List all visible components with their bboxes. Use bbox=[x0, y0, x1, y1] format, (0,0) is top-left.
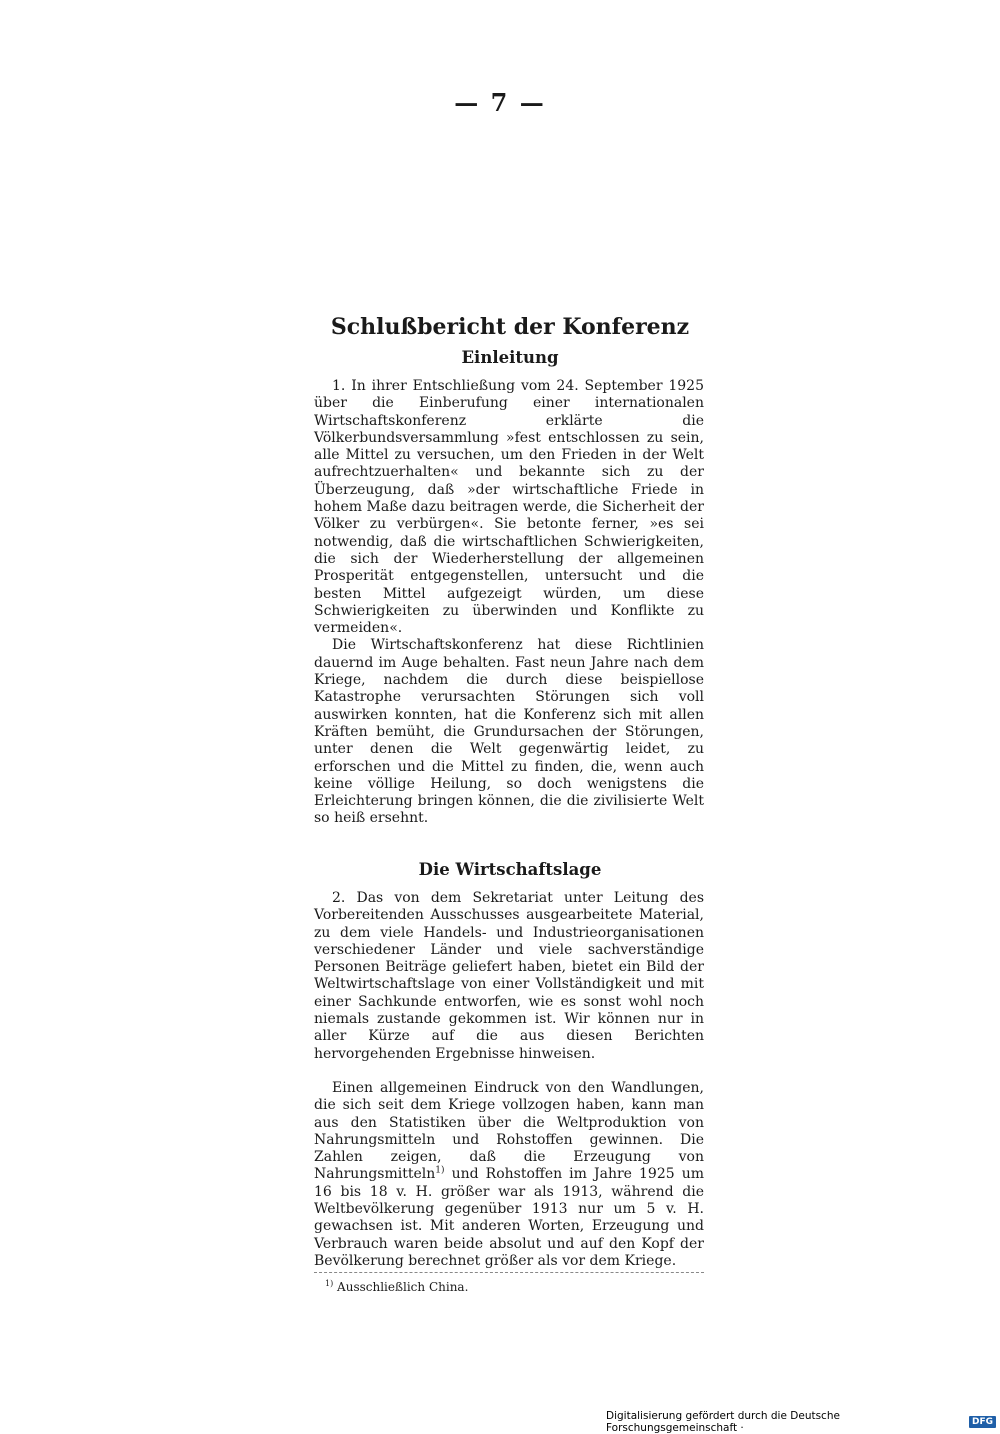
section-body-einleitung bbox=[314, 378, 704, 828]
footnote-marker: 1) bbox=[325, 1279, 334, 1288]
paragraph: 2. Das von dem Sekretariat unter Leitung des Vorbereitenden Ausschusses ausgearbeitete Material, zu dem viele Handels- und Industrieorganisationen verschiedener Länder und viele sachverständige Personen Beiträge geliefert haben, bietet ein Bild der Weltwirtschaftslage von einer Vollständigkeit und mit einer Sachkunde entworfen, wie es sonst wohl noch niemals zustande gekommen ist. Wir können nur in aller Kürze auf die aus diesen Berichten hervorgehenden Ergebnisse hinweisen. bbox=[314, 890, 704, 1062]
paragraph-part: und Rohstoffen im Jahre 1925 um 16 bis 18 v. H. größer war als 1913, während die Weltbevölkerung gegenüber 1913 nur um 5 v. H. gewachsen ist. Mit anderen Worten, Erzeugung und Verbrauch waren beide absolut und auf den Kopf der Bevölkerung berechnet größer als vor dem Kriege. bbox=[314, 1166, 704, 1269]
dfg-logo-icon: DFG bbox=[969, 1416, 996, 1428]
section-heading-einleitung: Einleitung bbox=[461, 348, 559, 367]
paragraph-part: Einen allgemeinen Eindruck von den Wandlungen, die sich seit dem Kriege vollzogen haben, kann man aus den Statistiken über die Weltproduktion von Nahrungsmitteln und Rohstoffen gewinnen. Die Zahlen zeigen, daß die Erzeugung von Nahrungsmitteln bbox=[314, 1079, 704, 1183]
funding-text: Digitalisierung gefördert durch die Deutsche Forschungsgemeinschaft · bbox=[606, 1410, 840, 1434]
paragraph: Die Wirtschaftskonferenz hat diese Richtlinien dauernd im Auge behalten. Fast neun Jahre nach dem Kriege, nachdem die durch diese beispiellose Katastrophe verursachten Störungen sich voll auswirken konnten, hat die Konferenz sich mit allen Kräften bemüht, die Grundursachen der Störungen, unter denen die Welt gegenwärtig leidet, zu erforschen und die Mittel zu finden, die, wenn auch keine völlige Heilung, so doch wenigstens die Erleichterung bringen können, die die zivilisierte Welt so heiß ersehnt. bbox=[314, 637, 704, 827]
footnote-reference: 1) bbox=[435, 1165, 445, 1176]
page-title: Schlußbericht der Konferenz bbox=[330, 314, 690, 340]
section-body-wirtschaftslage bbox=[314, 890, 704, 1270]
footnote-text: Ausschließlich China. bbox=[337, 1280, 469, 1294]
funding-note bbox=[606, 1410, 996, 1434]
section-heading-wirtschaftslage: Die Wirtschaftslage bbox=[418, 860, 602, 879]
footnote bbox=[325, 1279, 468, 1294]
paragraph bbox=[314, 1080, 704, 1270]
footnote-divider bbox=[314, 1272, 704, 1273]
paragraph: 1. In ihrer Entschließung vom 24. September 1925 über die Einberufung einer internationalen Wirtschaftskonferenz erklärte die Völkerbundsversammlung »fest entschlossen zu sein, alle Mittel zu versuchen, um den Frieden in der Welt aufrechtzuerhalten« und bekannte sich zu der Überzeugung, daß »der wirtschaftliche Friede in hohem Maße dazu beitragen werde, die Sicherheit der Völker zu verbürgen«. Sie betonte ferner, »es sei notwendig, daß die wirtschaftlichen Schwierigkeiten, die sich der Wiederherstellung der allgemeinen Prosperität entgegenstellen, untersucht und die besten Mittel aufgezeigt würden, um diese Schwierigkeiten zu überwinden und Konflikte zu vermeiden«. bbox=[314, 378, 704, 637]
page-number: — 7 — bbox=[454, 88, 546, 117]
